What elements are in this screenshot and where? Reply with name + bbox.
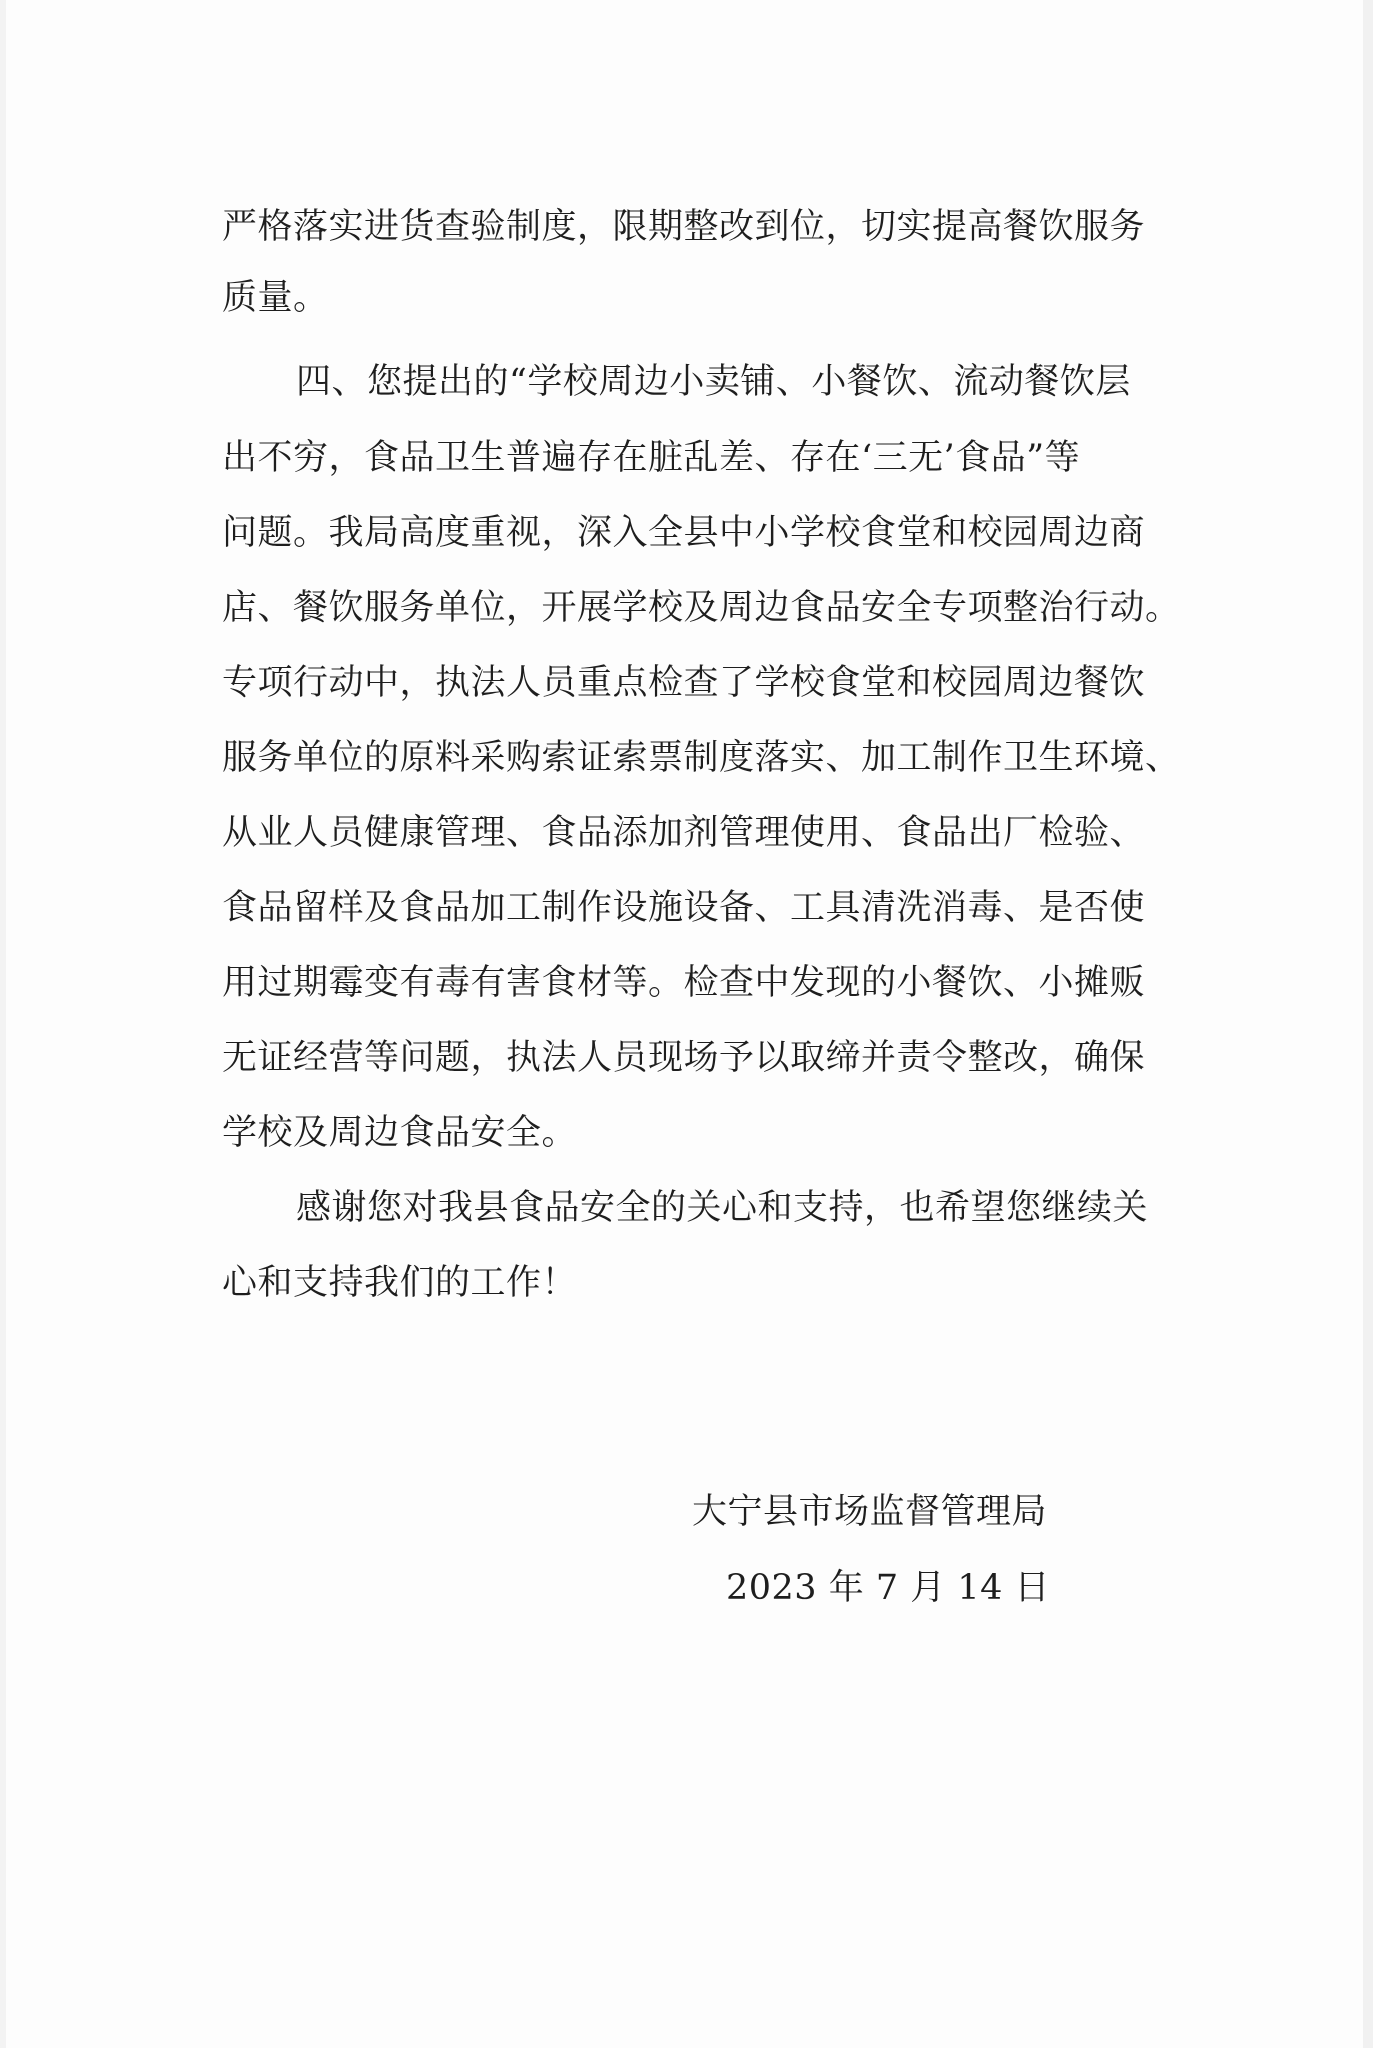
paragraph-line: 学校及周边食品安全。	[222, 1113, 578, 1153]
paragraph-line: 从业人员健康管理、食品添加剂管理使用、食品出厂检验、	[222, 813, 1146, 853]
paragraph-line: 严格落实进货查验制度，限期整改到位，切实提高餐饮服务	[222, 207, 1146, 247]
paragraph-line: 四、您提出的“学校周边小卖铺、小餐饮、流动餐饮层	[296, 362, 1131, 402]
signature-organization: 大宁县市场监督管理局	[692, 1492, 1048, 1532]
paragraph-line: 服务单位的原料采购索证索票制度落实、加工制作卫生环境、	[222, 738, 1181, 778]
paragraph-line: 出不穷，食品卫生普遍存在脏乱差、存在‘三无’食品”等	[222, 438, 1081, 478]
paragraph-line: 专项行动中，执法人员重点检查了学校食堂和校园周边餐饮	[222, 663, 1146, 703]
paragraph-line: 质量。	[222, 278, 329, 318]
paragraph-line: 问题。我局高度重视，深入全县中小学校食堂和校园周边商	[222, 513, 1146, 553]
paragraph-line: 无证经营等问题，执法人员现场予以取缔并责令整改，确保	[222, 1038, 1146, 1078]
paragraph-line: 店、餐饮服务单位，开展学校及周边食品安全专项整治行动。	[222, 588, 1181, 628]
paragraph-line: 食品留样及食品加工制作设施设备、工具清洗消毒、是否使	[222, 888, 1146, 928]
paragraph-line: 心和支持我们的工作！	[222, 1263, 578, 1303]
paragraph-line: 用过期霉变有毒有害食材等。检查中发现的小餐饮、小摊贩	[222, 963, 1146, 1003]
signature-date: 2023 年 7 月 14 日	[726, 1568, 1051, 1608]
paragraph-line: 感谢您对我县食品安全的关心和支持，也希望您继续关	[296, 1188, 1149, 1228]
